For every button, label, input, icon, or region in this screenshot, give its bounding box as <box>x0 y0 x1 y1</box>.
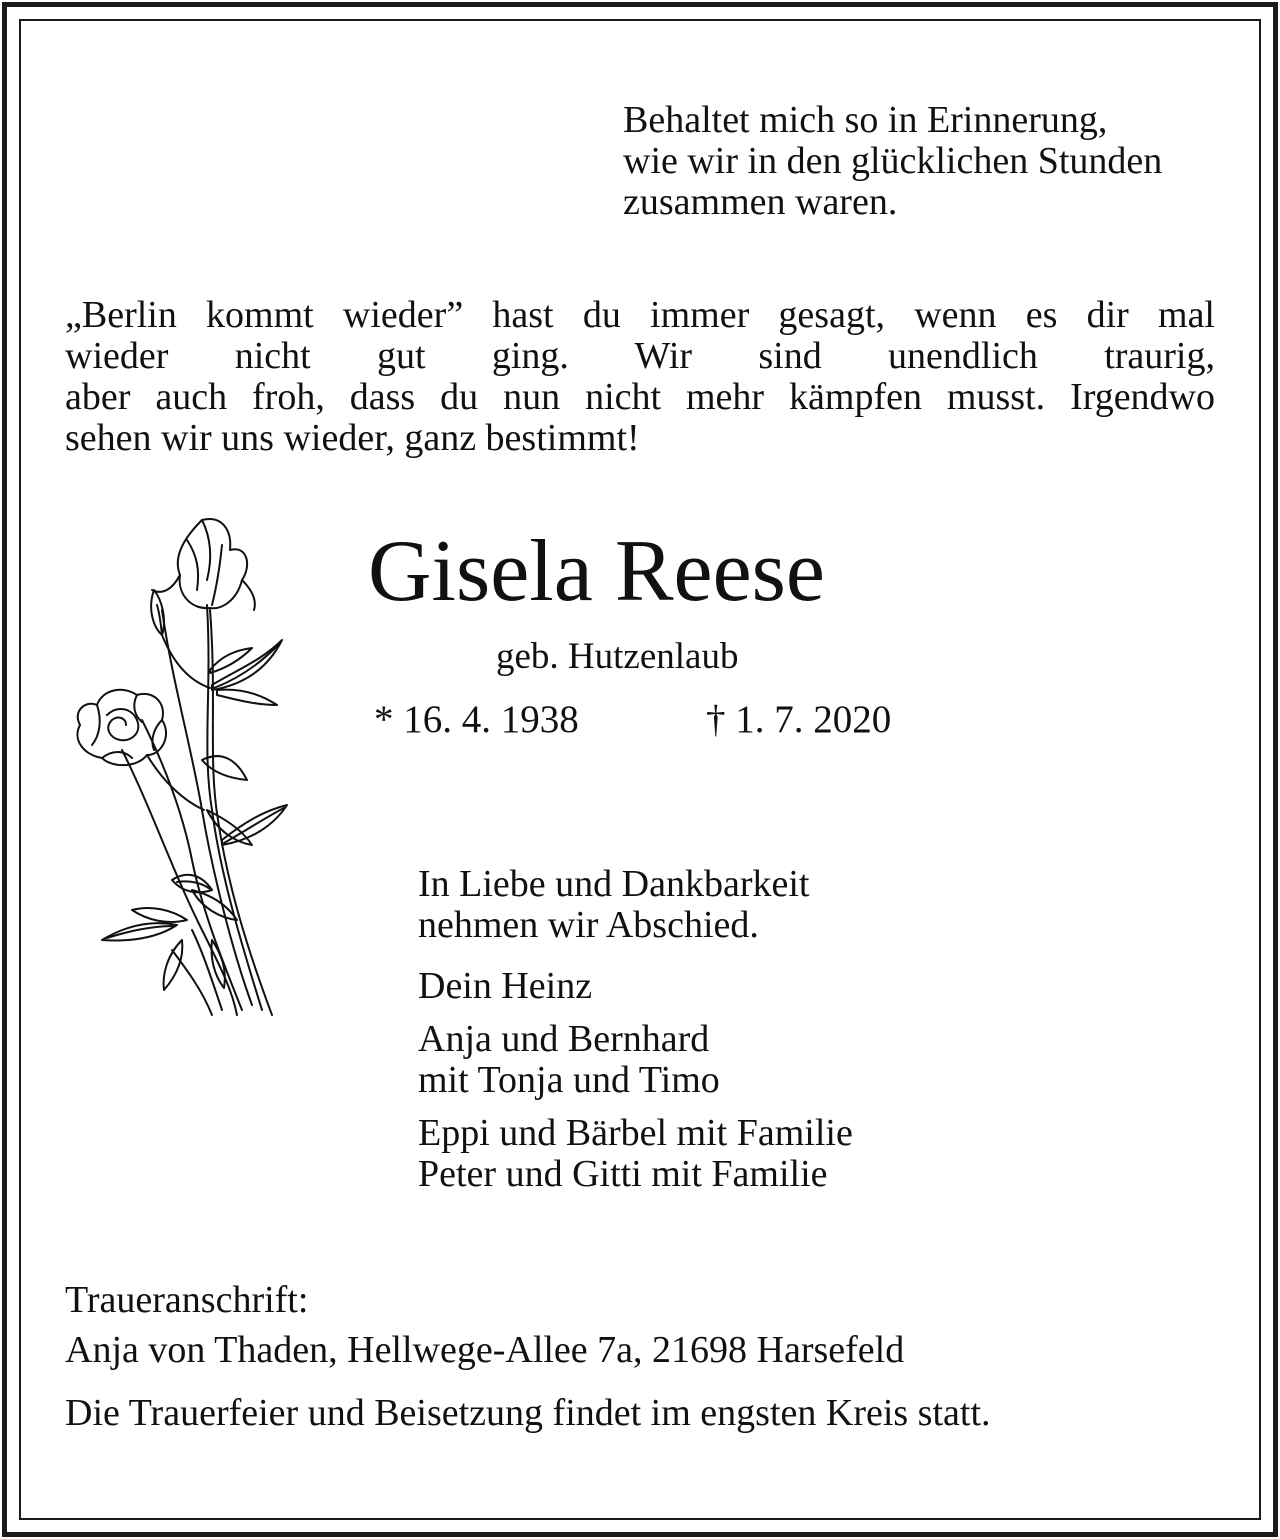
maiden-name: geb. Hutzenlaub <box>496 636 739 677</box>
poem-line: wie wir in den glücklichen Stunden <box>623 140 1163 182</box>
message-block <box>65 295 1215 459</box>
address-text: Anja von Thaden, Hellwege-Allee 7a, 21698 Harsefeld <box>65 1329 905 1371</box>
message-line: aber auch froh, dass du nun nicht mehr kämpfen musst. Irgendwo <box>65 376 1215 418</box>
signers-block <box>418 966 853 1195</box>
poem-line: zusammen waren. <box>623 181 898 223</box>
signer-line: Peter und Gitti mit Familie <box>418 1153 828 1195</box>
rose-drawing-icon <box>62 510 312 1030</box>
address-label: Traueranschrift: <box>65 1279 309 1321</box>
message-line: „Berlin kommt wieder” hast du immer gesagt, wenn es dir mal <box>65 294 1215 336</box>
poem-block <box>623 100 1162 223</box>
farewell-block <box>418 864 809 946</box>
signer-line: mit Tonja und Timo <box>418 1059 720 1101</box>
message-line: sehen wir uns wieder, ganz bestimmt! <box>65 417 640 459</box>
ceremony-note: Die Trauerfeier und Beisetzung findet im engsten Kreis statt. <box>65 1392 991 1434</box>
signer-line: Dein Heinz <box>418 965 593 1007</box>
farewell-line: In Liebe und Dankbarkeit <box>418 863 810 905</box>
poem-line: Behaltet mich so in Erinnerung, <box>623 99 1108 141</box>
farewell-line: nehmen wir Abschied. <box>418 904 759 946</box>
deceased-name: Gisela Reese <box>368 523 825 620</box>
death-date: † 1. 7. 2020 <box>706 698 892 741</box>
signer-line: Anja und Bernhard <box>418 1018 710 1060</box>
signer-line: Eppi und Bärbel mit Familie <box>418 1112 853 1154</box>
birth-date: * 16. 4. 1938 <box>374 698 579 741</box>
message-line: wieder nicht gut ging. Wir sind unendlich traurig, <box>65 335 1215 377</box>
